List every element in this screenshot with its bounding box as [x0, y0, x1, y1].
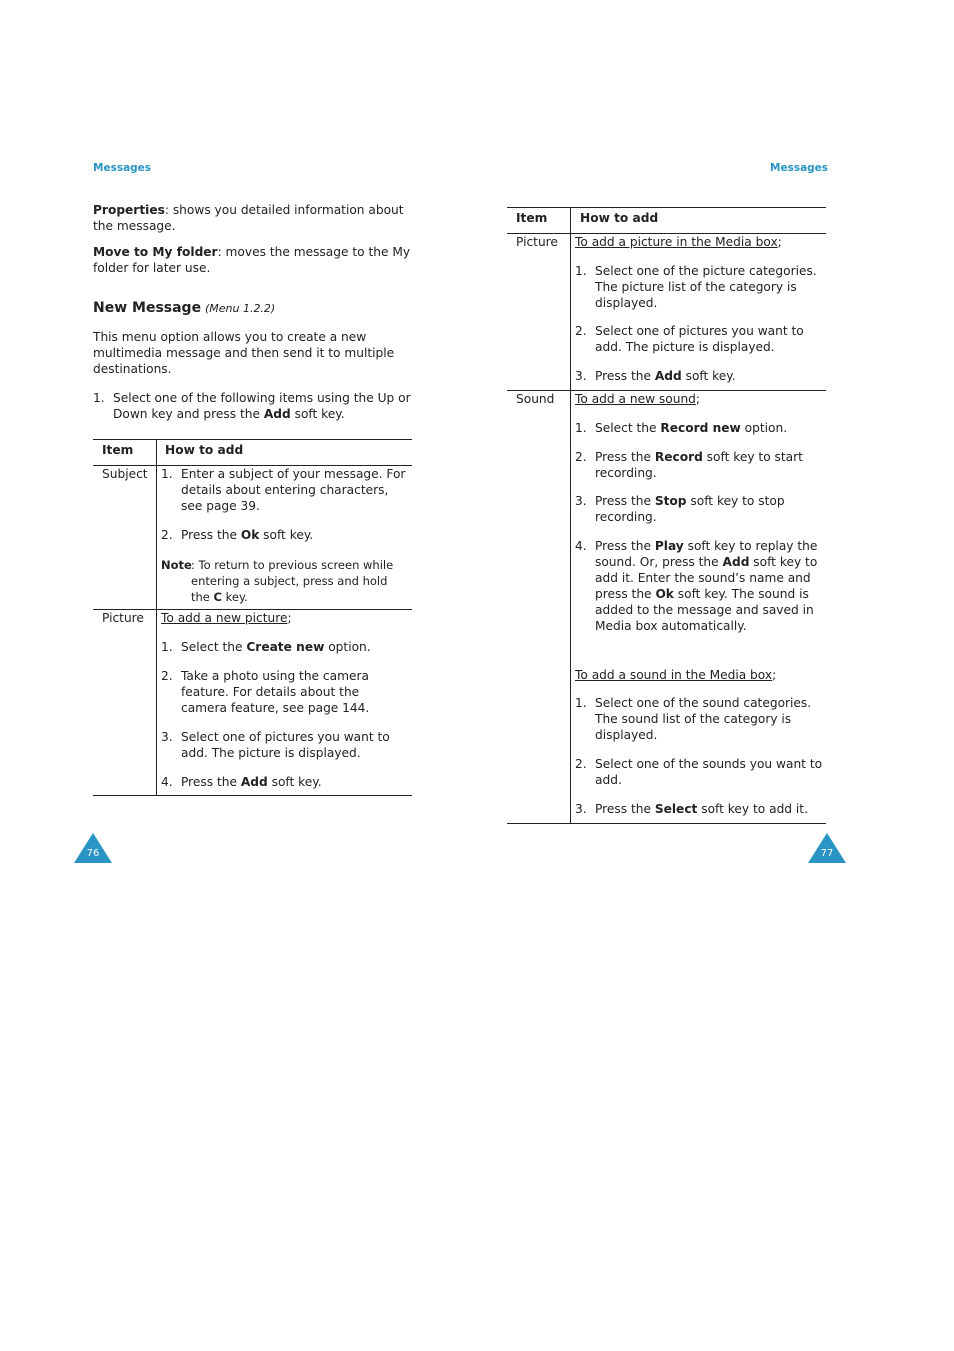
left-how-to-add-table: [93, 439, 412, 796]
row-item-picture: Picture: [102, 611, 144, 625]
subject-step-2: 2. Press the Ok soft key.: [161, 528, 314, 542]
properties-text: : shows you detailed information about the message.: [93, 203, 404, 233]
right-running-header: Messages: [770, 162, 829, 174]
step-number: 1.: [93, 391, 105, 405]
move-text: : moves the message to the My folder for later use.: [93, 245, 411, 275]
section-heading: [93, 300, 413, 317]
media-picture-step-3: 3. Press the Add soft key.: [575, 369, 736, 383]
left-running-header: Messages: [93, 162, 152, 174]
left-page-number: 76: [86, 848, 100, 859]
media-sound-step-2: 2. Select one of the sounds you want to add.: [575, 757, 823, 787]
col-header-how: How to add: [165, 443, 244, 457]
media-picture-step-2: 2. Select one of pictures you want to add. The picture is displayed.: [575, 324, 804, 354]
menu-reference: (Menu 1.2.2): [204, 302, 276, 315]
media-sound-step-3: 3. Press the Select soft key to add it.: [575, 802, 808, 816]
step-text: Select one of the following items using the Up or Down key and press the Add soft key.: [113, 391, 411, 421]
properties-term: Properties: [93, 203, 165, 217]
picture-step-4: 4. Press the Add soft key.: [161, 775, 322, 789]
subject-note: [161, 557, 406, 605]
properties-paragraph: [93, 202, 413, 234]
picture-step-2: 2. Take a photo using the camera feature. For details about the camera feature, see page 144.: [161, 669, 370, 715]
sound-new-heading: To add a new sound;: [575, 392, 701, 406]
picture-media-heading: To add a picture in the Media box;: [575, 235, 782, 249]
move-term: Move to My folder: [93, 245, 218, 259]
move-paragraph: [93, 244, 413, 276]
sound-step-3: 3. Press the Stop soft key to stop recording.: [575, 494, 785, 524]
sound-step-1: 1. Select the Record new option.: [575, 421, 788, 435]
media-picture-step-1: 1. Select one of the picture categories. The picture list of the category is displayed.: [575, 264, 817, 310]
row-item-picture: Picture: [516, 235, 558, 249]
col-header-how: How to add: [580, 211, 659, 225]
note-body: : To return to previous screen while entering a subject, press and hold the C key.: [191, 558, 394, 604]
subject-step-1: 1. Enter a subject of your message. For details about entering characters, see page 39.: [161, 467, 406, 513]
sound-step-4: 4. Press the Play soft key to replay the sound. Or, press the Add soft key to add it. Enter the sound’s name and press the Ok soft key. The sound is added to the message and saved in Media box automatically.: [575, 539, 818, 633]
row-item-subject: Subject: [102, 467, 148, 481]
right-page-number: 77: [820, 848, 834, 859]
picture-new-heading: To add a new picture;: [161, 611, 292, 625]
picture-step-3: 3. Select one of pictures you want to add. The picture is displayed.: [161, 730, 390, 760]
col-header-item: Item: [516, 211, 548, 225]
sound-step-2: 2. Press the Record soft key to start recording.: [575, 450, 803, 480]
intro-paragraph: This menu option allows you to create a new multimedia message and then send it to multiple destinations.: [93, 330, 395, 376]
picture-step-1: 1. Select the Create new option.: [161, 640, 371, 654]
right-how-to-add-table: [507, 207, 826, 824]
col-header-item: Item: [102, 443, 134, 457]
row-item-sound: Sound: [516, 392, 555, 406]
note-label: Note: [161, 558, 192, 572]
media-sound-step-1: 1. Select one of the sound categories. The sound list of the category is displayed.: [575, 696, 812, 742]
sound-media-heading: To add a sound in the Media box;: [575, 668, 777, 682]
section-title: New Message: [93, 300, 202, 316]
instruction-step-1: [93, 390, 413, 424]
